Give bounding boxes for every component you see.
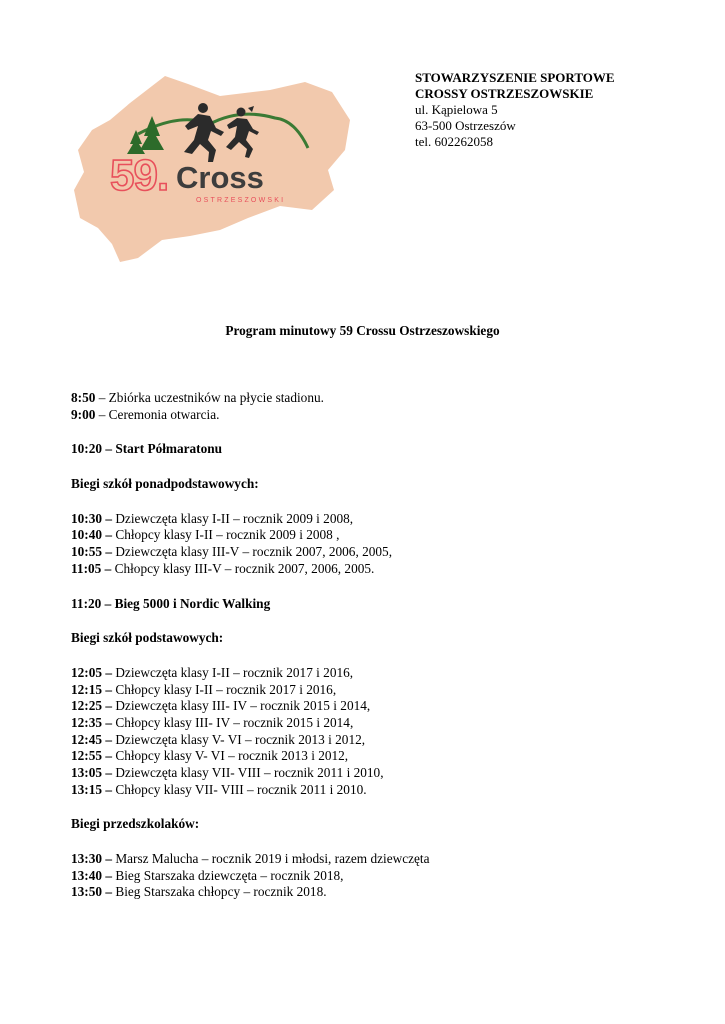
schedule-text: Chłopcy klasy III- IV – rocznik 2015 i 2014, (112, 714, 354, 730)
schedule-time: 13:50 – (71, 884, 112, 900)
section-heading-primary: Biegi szkół podstawowych: (71, 630, 224, 646)
logo-word: Cross (176, 160, 264, 195)
schedule-time: 12:45 – (71, 731, 112, 747)
schedule-text: Marsz Malucha – rocznik 2019 i młodsi, razem dziewczęta (112, 851, 430, 867)
schedule-time: 8:50 (71, 390, 96, 405)
schedule-time: 10:55 – (71, 544, 112, 560)
schedule-item (71, 407, 671, 424)
schedule-text: Dziewczęta klasy I-II – rocznik 2017 i 2016, (112, 664, 354, 680)
schedule-item (71, 715, 671, 732)
event-logo (70, 68, 355, 266)
schedule-time: 10:40 – (71, 527, 112, 543)
logo-subword: OSTRZESZOWSKI (196, 197, 286, 204)
schedule-item (71, 527, 671, 544)
organization-address (415, 70, 615, 150)
schedule (71, 390, 671, 901)
schedule-item (71, 544, 671, 561)
schedule-time: 11:05 – (71, 560, 112, 576)
schedule-item (71, 748, 671, 765)
organization-name: STOWARZYSZENIE SPORTOWE (415, 70, 615, 85)
schedule-item (71, 698, 671, 715)
schedule-text: Chłopcy klasy V- VI – rocznik 2013 i 2012, (112, 748, 349, 764)
organization-name: CROSSY OSTRZESZOWSKIE (415, 86, 594, 101)
schedule-item (71, 851, 671, 868)
schedule-text: Chłopcy klasy VII- VIII – rocznik 2011 i 2010. (112, 781, 367, 797)
schedule-text: Dziewczęta klasy III- IV – rocznik 2015 i 2014, (112, 698, 371, 714)
schedule-item (71, 390, 671, 407)
schedule-item (71, 868, 671, 885)
schedule-item (71, 732, 671, 749)
logo-number: 59. (110, 151, 169, 200)
schedule-text: Chłopcy klasy I-II – rocznik 2017 i 2016, (112, 681, 337, 697)
halfmarathon-start: 10:20 – Start Półmaratonu (71, 441, 223, 457)
organization-street: ul. Kąpielowa 5 (415, 102, 498, 117)
schedule-text: – Ceremonia otwarcia. (95, 406, 220, 422)
schedule-time: 12:35 – (71, 714, 112, 730)
schedule-item (71, 561, 671, 578)
organization-phone: tel. 602262058 (415, 134, 493, 149)
schedule-time: 12:55 – (71, 748, 112, 764)
schedule-text: Dziewczęta klasy III-V – rocznik 2007, 2006, 2005, (112, 544, 393, 560)
schedule-text: Bieg Starszaka chłopcy – rocznik 2018. (112, 884, 327, 900)
schedule-item (71, 665, 671, 682)
schedule-item (71, 884, 671, 901)
run-5000-start: 11:20 – Bieg 5000 i Nordic Walking (71, 595, 271, 611)
organization-city: 63-500 Ostrzeszów (415, 118, 516, 133)
schedule-item (71, 682, 671, 699)
schedule-text: – Zbiórka uczestników na płycie stadionu. (95, 390, 324, 405)
section-heading-preschool: Biegi przedszkolaków: (71, 816, 200, 832)
schedule-text: Dziewczęta klasy VII- VIII – rocznik 2011 i 2010, (112, 765, 384, 780)
schedule-item (71, 765, 671, 782)
schedule-time: 13:15 – (71, 781, 112, 797)
schedule-time: 10:30 – (71, 510, 112, 526)
schedule-text: Dziewczęta klasy V- VI – rocznik 2013 i 2012, (112, 731, 366, 747)
schedule-item (71, 511, 671, 528)
schedule-text: Bieg Starszaka dziewczęta – rocznik 2018, (112, 867, 344, 883)
schedule-time: 12:25 – (71, 698, 112, 714)
schedule-time: 9:00 (71, 406, 96, 422)
schedule-time: 12:05 – (71, 664, 112, 680)
schedule-text: Chłopcy klasy III-V – rocznik 2007, 2006, 2005. (111, 560, 375, 576)
schedule-text: Chłopcy klasy I-II – rocznik 2009 i 2008 , (112, 527, 340, 543)
schedule-time: 13:05 – (71, 765, 112, 780)
schedule-text: Dziewczęta klasy I-II – rocznik 2009 i 2008, (112, 510, 354, 526)
schedule-time: 13:30 – (71, 851, 112, 867)
section-heading-secondary: Biegi szkół ponadpodstawowych: (71, 476, 259, 492)
schedule-item (71, 782, 671, 799)
schedule-time: 13:40 – (71, 867, 112, 883)
document-title: Program minutowy 59 Crossu Ostrzeszowskiego (225, 323, 500, 338)
schedule-time: 12:15 – (71, 681, 112, 697)
